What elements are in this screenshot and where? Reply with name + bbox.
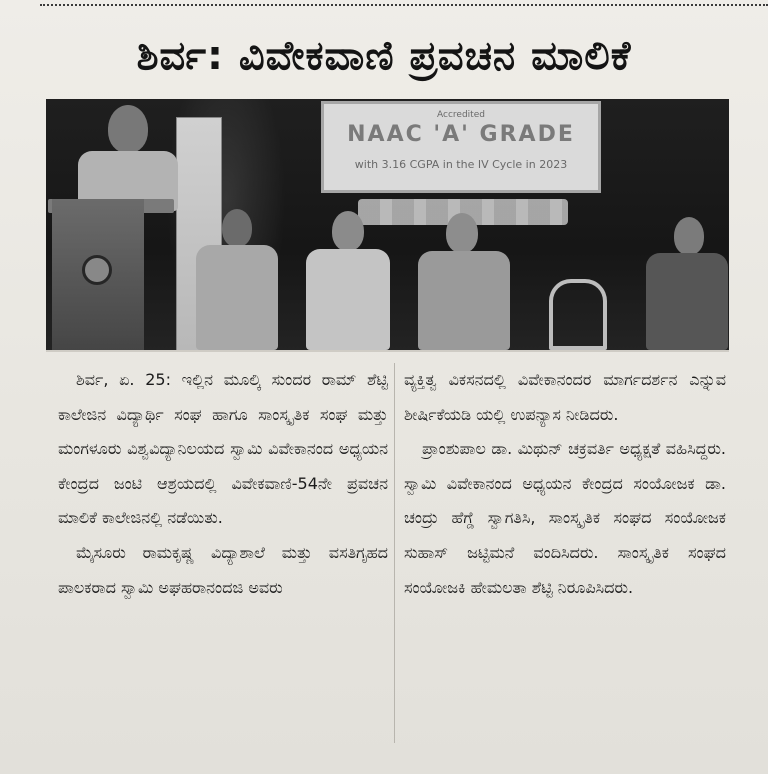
paragraph-2: ಮೈಸೂರು ರಾಮಕೃಷ್ಣ ವಿದ್ಯಾಶಾಲೆ ಮತ್ತು ವಸತಿಗೃಹದ ಪಾಲಕರಾದ ಸ್ವಾಮಿ ಅಘಹರಾನಂದಜಿ ಅವರು [58, 542, 388, 597]
banner-sub-text: with 3.16 CGPA in the IV Cycle in 2023 [354, 158, 568, 171]
article-column-right [404, 363, 726, 605]
paragraph-3: ವ್ಯಕ್ತಿತ್ವ ವಿಕಸನದಲ್ಲಿ ವಿವೇಕಾನಂದರ ಮಾರ್ಗದರ್ಶನ ಎನ್ನುವ ಶೀರ್ಷಿಕೆಯಡಿ ಯಲ್ಲಿ ಉಪನ್ಯಾಸ ನೀಡಿದರು. [404, 370, 726, 424]
top-dotted-rule [40, 4, 768, 6]
banner-top-text: Accredited [437, 110, 485, 120]
column-divider [394, 363, 395, 743]
banner-grade-text: NAAC 'A' GRADE [347, 122, 575, 147]
photo-banner [321, 101, 601, 193]
podium-logo-icon [82, 255, 112, 285]
article-headline: ಶಿರ್ವ: ವಿವೇಕವಾಣಿ ಪ್ರವಚನ ಮಾಲಿಕೆ [136, 33, 632, 79]
article-photo [46, 99, 729, 350]
paragraph-4: ಪ್ರಾಂಶುಪಾಲ ಡಾ. ಮಿಥುನ್ ಚಕ್ರವರ್ತಿ ಅಧ್ಯಕ್ಷತೆ ವಹಿಸಿದ್ದರು. ಸ್ವಾಮಿ ವಿವೇಕಾನಂದ ಅಧ್ಯಯನ ಕೇಂದ್ರದ ಸಂಯೋಜಕ ಡಾ. ಚಂದ್ರು ಹೆಗ್ಡೆ ಸ್ವಾಗತಿಸಿ, ಸಾಂಸ್ಕೃತಿಕ ಸಂಘದ ಸಂಯೋಜಕ ಸುಹಾಸ್ ಜಟ್ಟಿಮನೆ ವಂದಿಸಿದರು. ಸಾಂಸ್ಕೃತಿಕ ಸಂಘದ ಸಂಯೋಜಕಿ ಹೇಮಲತಾ ಶೆಟ್ಟಿ ನಿರೂಪಿಸಿದರು. [404, 439, 726, 597]
article-column-left [58, 363, 388, 605]
empty-chair [549, 279, 607, 350]
photo-bottom-edge [46, 350, 729, 352]
paragraph-1: ಶಿರ್ವ, ಏ. 25: ಇಲ್ಲಿನ ಮೂಲ್ಕಿ ಸುಂದರ ರಾಮ್ ಶೆಟ್ಟಿ ಕಾಲೇಜಿನ ವಿದ್ಯಾರ್ಥಿ ಸಂಘ ಹಾಗೂ ಸಾಂಸ್ಕೃತಿಕ ಸಂಘ ಮತ್ತು ಮಂಗಳೂರು ವಿಶ್ವವಿದ್ಯಾನಿಲಯದ ಸ್ವಾಮಿ ವಿವೇಕಾನಂದ ಅಧ್ಯಯನ ಕೇಂದ್ರದ ಜಂಟಿ ಆಶ್ರಯದಲ್ಲಿ ವಿವೇಕವಾಣಿ-54ನೇ ಪ್ರವಚನ ಮಾಲಿಕೆ ಕಾಲೇಜಿನಲ್ಲಿ ನಡೆಯಿತು. [58, 370, 388, 528]
